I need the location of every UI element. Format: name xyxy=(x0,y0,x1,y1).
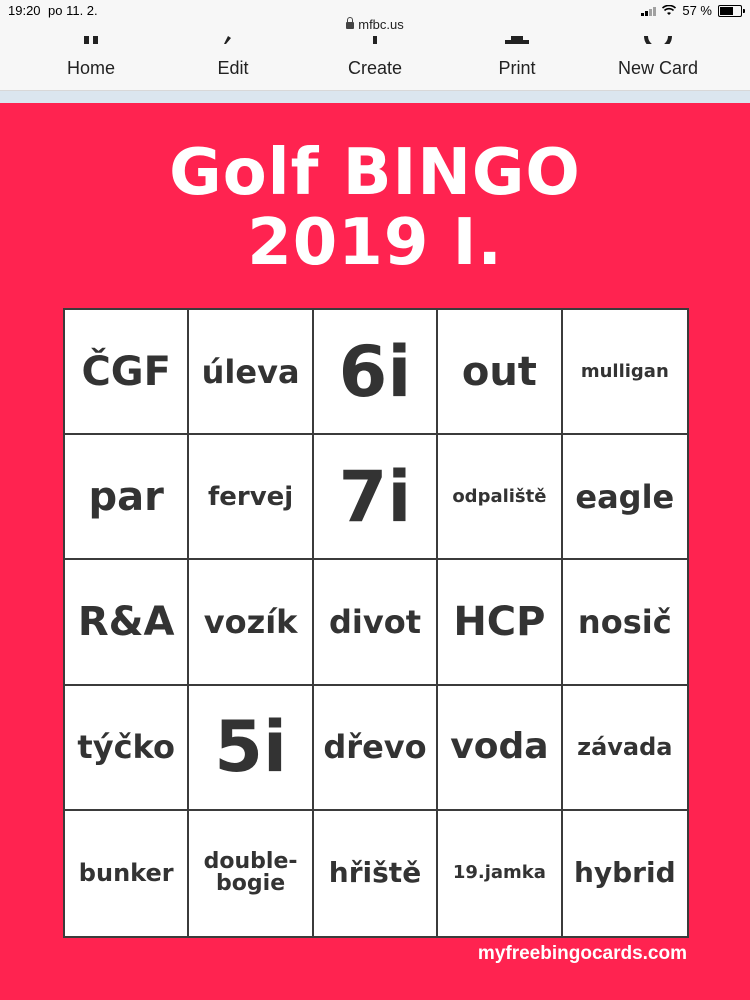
print-icon xyxy=(502,36,532,44)
bingo-cell[interactable]: ČGF xyxy=(65,310,189,435)
bingo-cell[interactable]: par xyxy=(65,435,189,560)
new-card-icon xyxy=(643,36,673,44)
bingo-cell[interactable]: hřiště xyxy=(314,811,438,936)
page-divider xyxy=(0,91,750,103)
nav-print[interactable] xyxy=(467,38,567,90)
bingo-cell[interactable]: R&A xyxy=(65,560,189,685)
bingo-cell[interactable]: 7i xyxy=(314,435,438,560)
bingo-cell[interactable]: double- bogie xyxy=(189,811,313,936)
bingo-cell[interactable]: dřevo xyxy=(314,686,438,811)
bingo-cell[interactable]: 6i xyxy=(314,310,438,435)
card-title-line2: 2019 I. xyxy=(247,206,503,280)
bingo-cell[interactable]: vozík xyxy=(189,560,313,685)
battery-fill xyxy=(720,7,733,15)
status-indicators xyxy=(641,3,742,18)
status-time: 19:20 xyxy=(8,3,41,18)
url-text: mfbc.us xyxy=(358,17,404,32)
bingo-cell[interactable]: HCP xyxy=(438,560,562,685)
bingo-cell[interactable]: 5i xyxy=(189,686,313,811)
nav-home[interactable] xyxy=(41,38,141,90)
nav-create-label: Create xyxy=(347,58,403,78)
footer-brand: myfreebingocards.com xyxy=(477,943,687,964)
edit-icon xyxy=(222,36,244,44)
nav-edit[interactable] xyxy=(183,38,283,90)
nav-new-card[interactable] xyxy=(603,38,713,90)
card-title xyxy=(0,138,750,278)
nav-new-card-label: New Card xyxy=(617,58,699,78)
nav-print-label: Print xyxy=(498,58,536,78)
bingo-cell[interactable]: voda xyxy=(438,686,562,811)
bingo-cell[interactable]: bunker xyxy=(65,811,189,936)
status-date: po 11. 2. xyxy=(48,3,98,18)
bingo-cell[interactable]: divot xyxy=(314,560,438,685)
bingo-cell[interactable]: 19.jamka xyxy=(438,811,562,936)
battery-icon xyxy=(718,5,742,17)
address-bar[interactable] xyxy=(0,17,750,32)
lock-icon xyxy=(346,22,354,29)
bingo-grid xyxy=(63,308,689,938)
bingo-cell[interactable]: závada xyxy=(563,686,687,811)
card-title-line1: Golf BINGO xyxy=(169,136,581,210)
signal-icon xyxy=(641,6,656,16)
create-icon xyxy=(364,36,386,44)
nav-create[interactable] xyxy=(325,38,425,90)
bingo-cell[interactable]: fervej xyxy=(189,435,313,560)
bingo-cell[interactable]: úleva xyxy=(189,310,313,435)
battery-text: 57 % xyxy=(682,3,712,18)
bingo-cell[interactable]: odpaliště xyxy=(438,435,562,560)
bingo-cell[interactable]: out xyxy=(438,310,562,435)
bingo-cell[interactable]: eagle xyxy=(563,435,687,560)
nav-home-label: Home xyxy=(66,58,115,78)
wifi-icon xyxy=(662,5,676,16)
bingo-cell[interactable]: mulligan xyxy=(563,310,687,435)
bingo-card xyxy=(0,103,750,1000)
bingo-cell[interactable]: týčko xyxy=(65,686,189,811)
bingo-cell[interactable]: hybrid xyxy=(573,856,676,890)
nav-edit-label: Edit xyxy=(217,58,249,78)
status-bar xyxy=(0,0,750,38)
bingo-cell[interactable]: nosič xyxy=(563,560,687,685)
home-icon xyxy=(80,36,102,44)
top-nav xyxy=(0,38,750,91)
